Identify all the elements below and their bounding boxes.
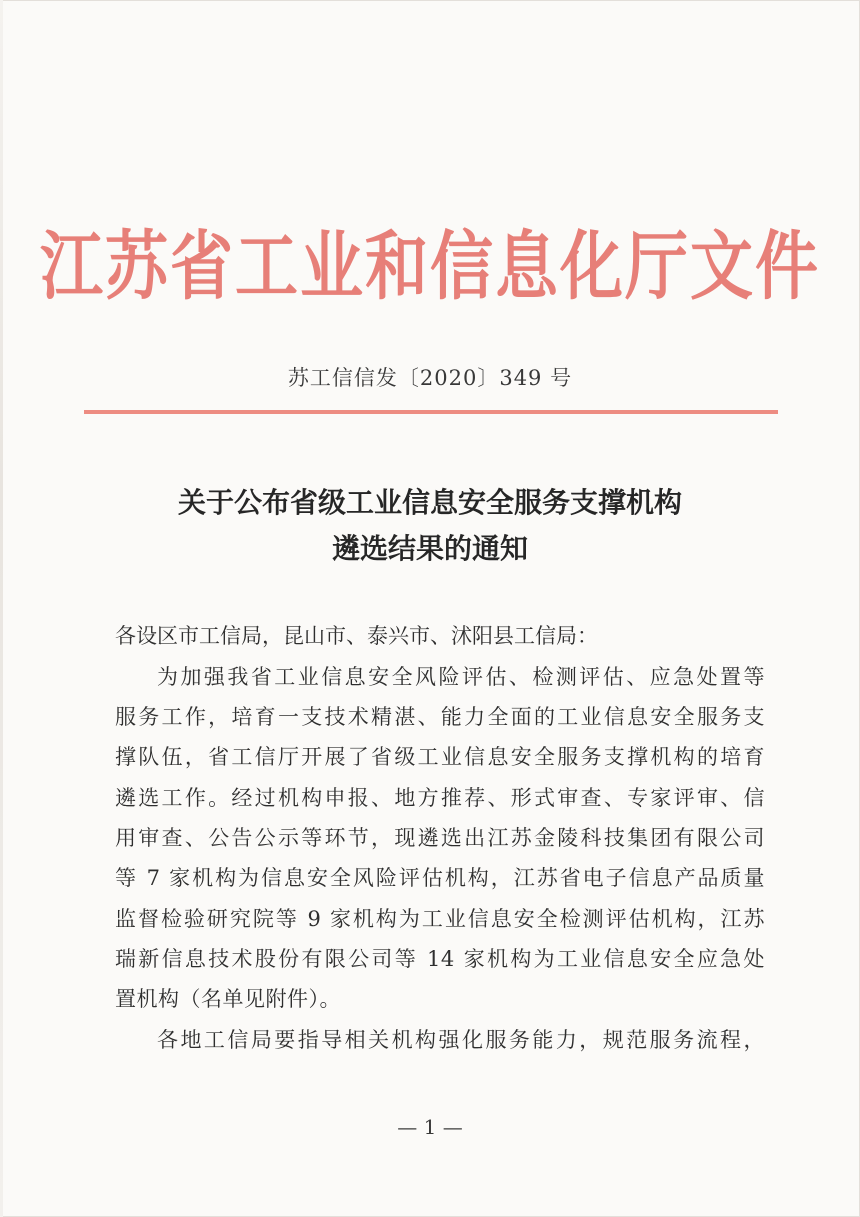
notice-title-line: 遴选结果的通知: [331, 532, 528, 565]
recipient-salutation: 各设区市工信局，昆山市、泰兴市、沭阳县工信局：: [115, 624, 598, 648]
body-line: 服务工作，培育一支技术精湛、能力全面的工业信息安全服务支: [115, 705, 765, 729]
body-line: 撑队伍，省工信厅开展了省级工业信息安全服务支撑机构的培育: [115, 745, 765, 769]
body-line: 瑞新信息技术股份有限公司等 14 家机构为工业信息安全应急处: [115, 947, 765, 971]
body-line: 各地工信局要指导相关机构强化服务能力，规范服务流程，: [157, 1028, 765, 1052]
body-line: 等 7 家机构为信息安全风险评估机构，江苏省电子信息产品质量: [115, 866, 765, 890]
notice-title: [80, 480, 780, 572]
body-line: 为加强我省工业信息安全风险评估、检测评估、应急处置等: [157, 665, 765, 689]
page-number: — 1 —: [397, 1115, 463, 1139]
issuing-agency-title: 江苏省工业和信息化厅文件: [40, 221, 820, 309]
red-separator-line: [84, 410, 778, 414]
body-line: 用审查、公告公示等环节，现遴选出江苏金陵科技集团有限公司: [115, 826, 765, 850]
body-line: 遴选工作。经过机构申报、地方推荐、形式审查、专家评审、信: [115, 786, 765, 810]
notice-title-line: 关于公布省级工业信息安全服务支撑机构: [177, 486, 682, 519]
body-line: 监督检验研究院等 9 家机构为工业信息安全检测评估机构，江苏: [115, 907, 765, 931]
document-number: 苏工信信发〔2020〕349 号: [287, 366, 573, 390]
body-line: 置机构（名单见附件）。: [115, 987, 341, 1011]
scan-edge-shadow: [0, 0, 3, 1217]
